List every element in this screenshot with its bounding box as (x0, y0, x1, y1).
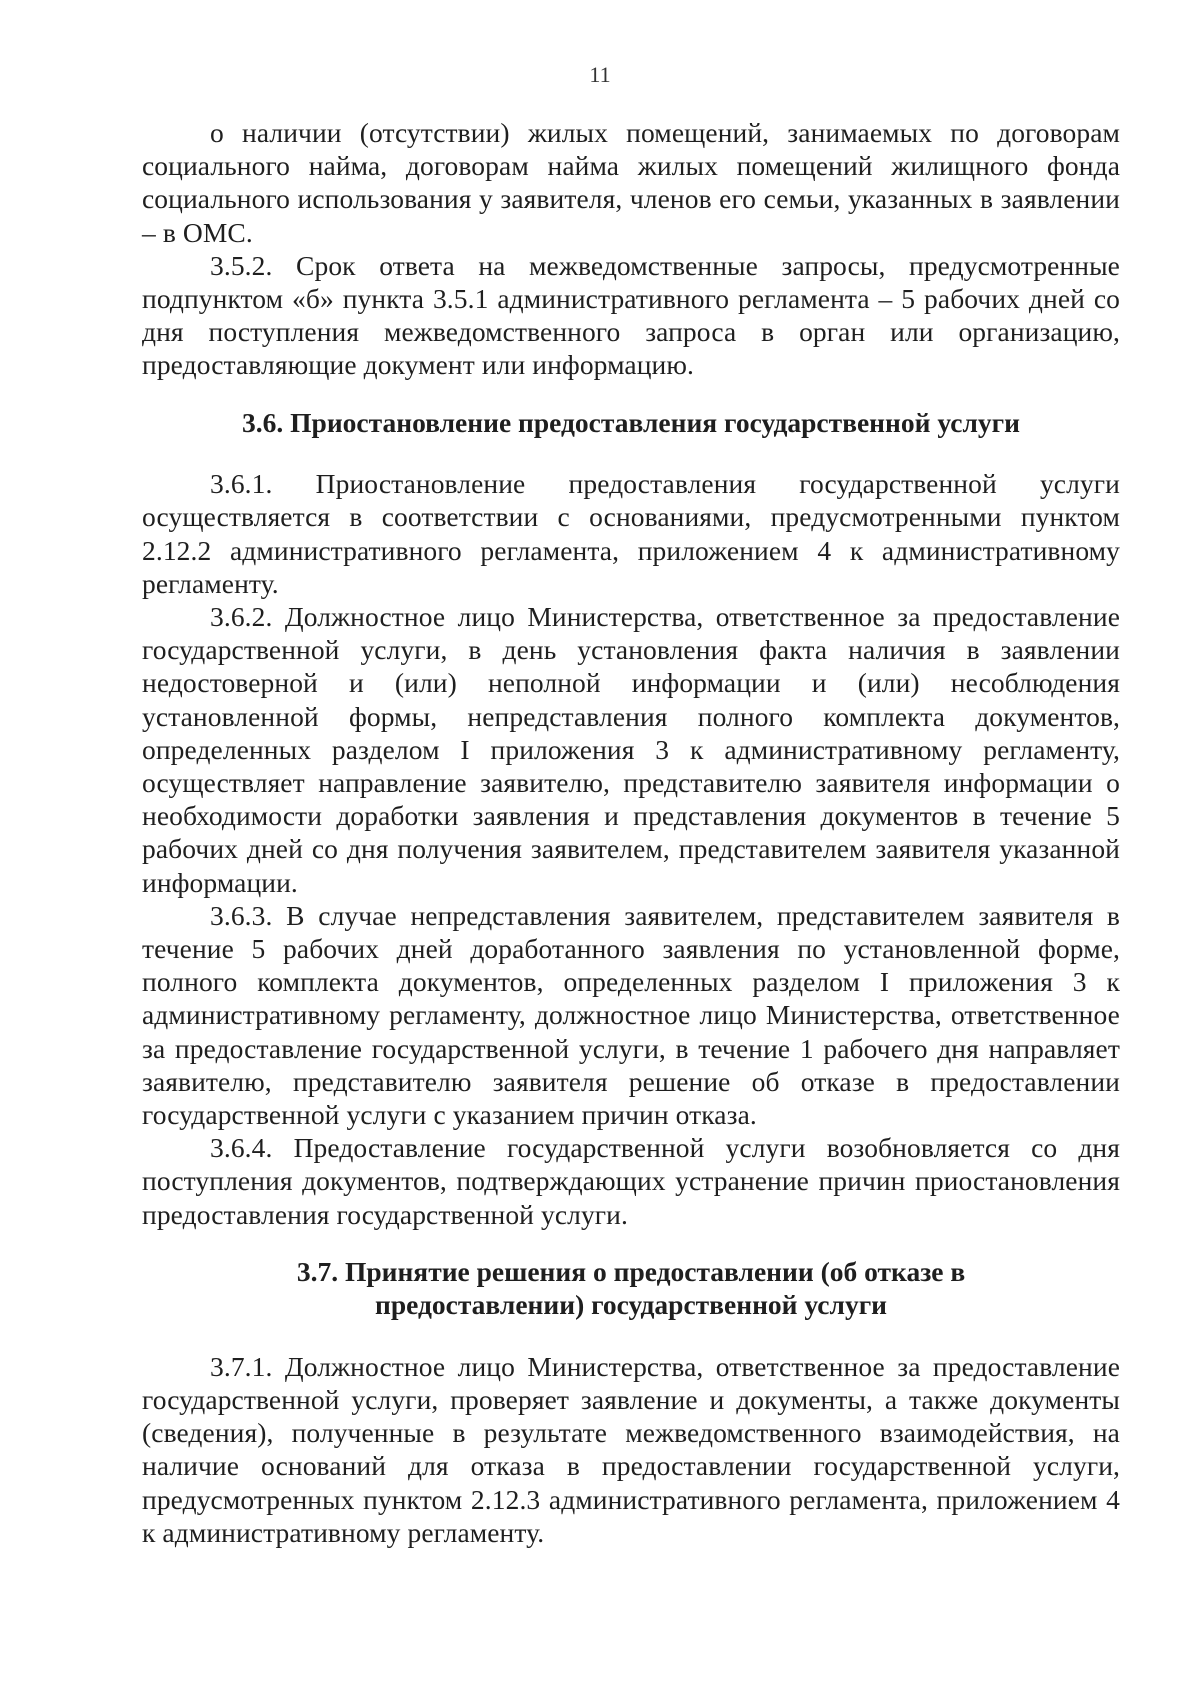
paragraph-3-6-1: 3.6.1. Приостановление предоставления государственной услуги осуществляется в соответствии с основаниями, предусмотренными пунктом 2.12.2 административного регламента, приложением 4 к административному регламенту. (142, 468, 1120, 599)
paragraph-3-6-4: 3.6.4. Предоставление государственной услуги возобновляется со дня поступления документов, подтверждающих устранение причин приостановления предоставления государственной услуги. (142, 1132, 1120, 1230)
paragraph-intro: о наличии (отсутствии) жилых помещений, занимаемых по договорам социального найма, договорам найма жилых помещений жилищного фонда социального использования у заявителя, членов его семьи, указанных в заявлении – в ОМС. (142, 117, 1120, 248)
paragraph-3-7-1: 3.7.1. Должностное лицо Министерства, ответственное за предоставление государственной услуги, проверяет заявление и документы, а также документы (сведения), полученные в результате межведомственного взаимодействия, на наличие оснований для отказа в предоставлении государственной услуги, предусмотренных пунктом 2.12.3 административного регламента, приложением 4 к административному регламенту. (142, 1350, 1120, 1548)
page-number: 11 (589, 62, 611, 87)
paragraph-3-6-2: 3.6.2. Должностное лицо Министерства, ответственное за предоставление государственной услуги, в день установления факта наличия в заявлении недостоверной и (или) неполной информации и (или) несоблюдения установленной формы, непредставления полного комплекта документов, определенных разделом I приложения 3 к административному регламенту, осуществляет направление заявителю, представителю заявителя информации о необходимости доработки заявления и представления документов в течение 5 рабочих дней со дня получения заявителем, представителем заявителя указанной информации. (142, 600, 1120, 898)
paragraph-3-6-3: 3.6.3. В случае непредставления заявителем, представителем заявителя в течение 5 рабочих дней доработанного заявления по установленной форме, полного комплекта документов, определенных разделом I приложения 3 к административному регламенту, должностное лицо Министерства, ответственное за предоставление государственной услуги, в течение 1 рабочего дня направляет заявителю, представителю заявителя решение об отказе в предоставлении государственной услуги с указанием причин отказа. (142, 899, 1120, 1130)
document-body (142, 116, 1120, 1549)
section-heading-3-6: 3.6. Приостановление предоставления государственной услуги (242, 406, 1020, 438)
paragraph-3-5-2: 3.5.2. Срок ответа на межведомственные запросы, предусмотренные подпунктом «б» пункта 3.5.1 административного регламента – 5 рабочих дней со дня поступления межведомственного запроса в орган или организацию, предоставляющие документ или информацию. (142, 249, 1120, 381)
section-heading-3-7: 3.7. Принятие решения о предоставлении (об отказе в предоставлении) государственной услуги (296, 1255, 966, 1321)
